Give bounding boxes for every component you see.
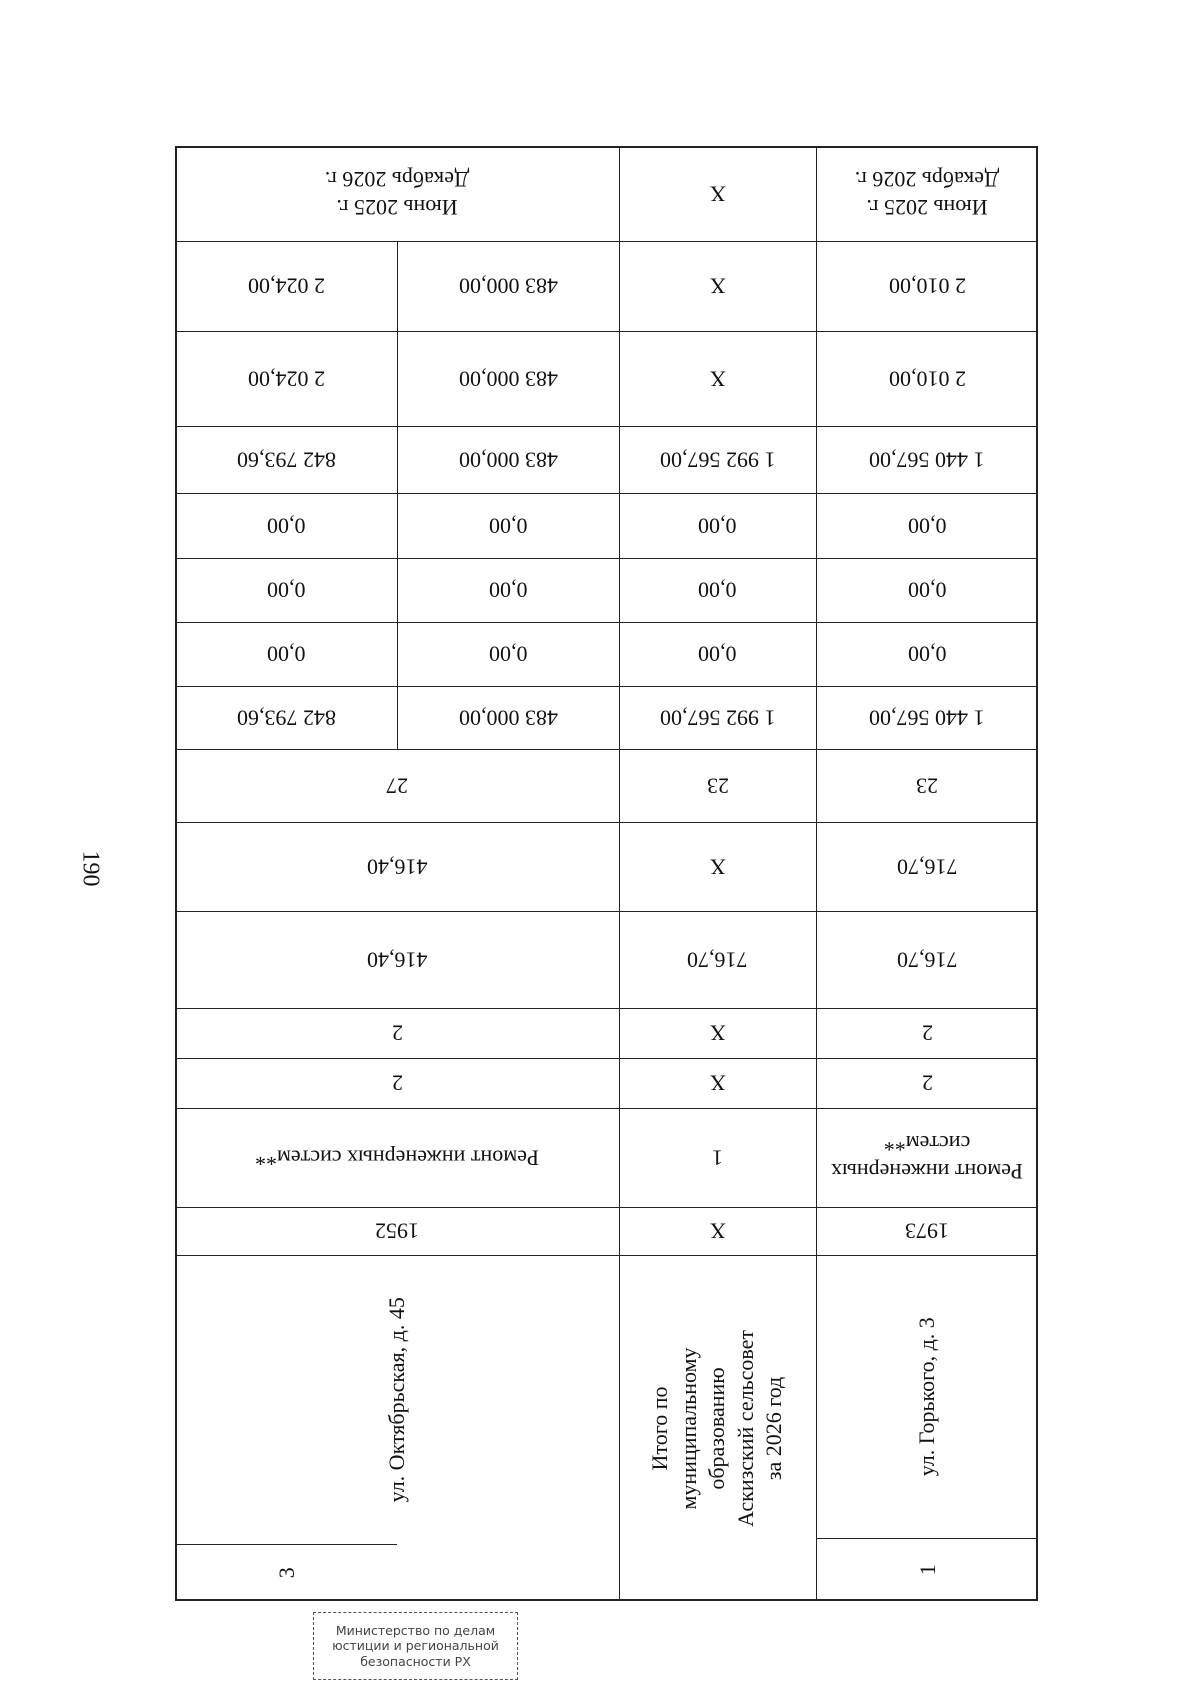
row3-address: ул. Октябрьская, д. 45: [384, 1296, 410, 1503]
row1-cost-z2: 0,00: [907, 577, 947, 603]
stamp-line-3: безопасности РХ: [360, 1653, 471, 1669]
row1-cost-z3: 0,00: [907, 513, 947, 539]
total-cost-z1: 0,00: [698, 641, 737, 667]
total-cost-z2: 0,00: [698, 577, 737, 603]
row3-area-1: 416,40: [366, 947, 428, 973]
ministry-stamp: [313, 1612, 518, 1680]
row1-residents: 23: [916, 773, 938, 799]
row1-area-1: 716,70: [896, 947, 958, 973]
row1-address: ул. Горького, д. 3: [914, 1316, 940, 1477]
row3-residents: 27: [386, 773, 408, 799]
row1-limit-cost: 2 010,00: [888, 273, 966, 299]
row3-col-b: 2: [391, 1020, 403, 1046]
stamp-line-1: Министерство по делам: [335, 1622, 496, 1638]
row3-cost-fund-b: 842 793,60: [236, 447, 336, 473]
total-work-count: 1: [712, 1145, 723, 1171]
row1-period: Июнь 2025 г. Декабрь 2026 г.: [854, 167, 1000, 220]
total-year: Х: [709, 1218, 726, 1244]
total-area-1: 716,70: [687, 947, 748, 973]
total-unit-cost: Х: [709, 366, 726, 392]
stamp-line-2: юстиции и региональной: [332, 1638, 499, 1654]
total-limit-cost: Х: [709, 273, 726, 299]
row1-cost-total: 1 440 567,00: [869, 705, 985, 731]
row1-cost-fund: 1 440 567,00: [869, 447, 985, 473]
total-label: Итого по муниципальному образованию Аскизский сельсовет за 2026 год: [647, 1329, 787, 1527]
row3-cost-z2-a: 0,00: [488, 577, 528, 603]
row1-number: 1: [914, 1564, 940, 1575]
row1-cost-z1: 0,00: [907, 641, 947, 667]
row3-limit-cost-a: 483 000,00: [458, 273, 558, 299]
total-area-2: Х: [709, 854, 726, 880]
row1-work-type: Ремонт инженерных систем**: [831, 1131, 1023, 1184]
row1-col-b: 2: [921, 1020, 933, 1046]
row3-period: Июнь 2025 г. Декабрь 2026 г.: [324, 167, 470, 220]
row3-cost-z1-b: 0,00: [266, 641, 306, 667]
total-period: Х: [709, 181, 726, 207]
total-col-a: Х: [709, 1070, 726, 1096]
total-col-b: Х: [709, 1020, 726, 1046]
row3-cost-total-b: 842 793,60: [236, 705, 336, 731]
row3-cost-z2-b: 0,00: [266, 577, 306, 603]
row3-cost-z3-b: 0,00: [266, 513, 306, 539]
row3-unit-cost-b: 2 024,00: [247, 366, 325, 392]
row3-cost-total-a: 483 000,00: [458, 705, 558, 731]
row1-col-a: 2: [921, 1070, 933, 1096]
total-cost-z3: 0,00: [698, 513, 737, 539]
row3-number: 3: [273, 1567, 299, 1578]
page-number: 190: [77, 850, 104, 887]
row3-unit-cost-a: 483 000,00: [458, 366, 558, 392]
row3-col-a: 2: [391, 1070, 403, 1096]
row1-area-2: 716,70: [896, 854, 958, 880]
total-cost-fund: 1 992 567,00: [659, 447, 776, 473]
row3-year: 1952: [375, 1218, 419, 1244]
row3-cost-z3-a: 0,00: [488, 513, 528, 539]
total-cost-total: 1 992 567,00: [659, 705, 776, 731]
row3-area-2: 416,40: [366, 854, 428, 880]
row1-year: 1973: [905, 1218, 949, 1244]
row3-limit-cost-b: 2 024,00: [247, 273, 325, 299]
row3-cost-z1-a: 0,00: [488, 641, 528, 667]
row1-unit-cost: 2 010,00: [888, 366, 966, 392]
row3-cost-fund-a: 483 000,00: [458, 447, 558, 473]
total-residents: 23: [706, 773, 729, 799]
row3-work-type: Ремонт инженерных систем**: [255, 1145, 539, 1171]
